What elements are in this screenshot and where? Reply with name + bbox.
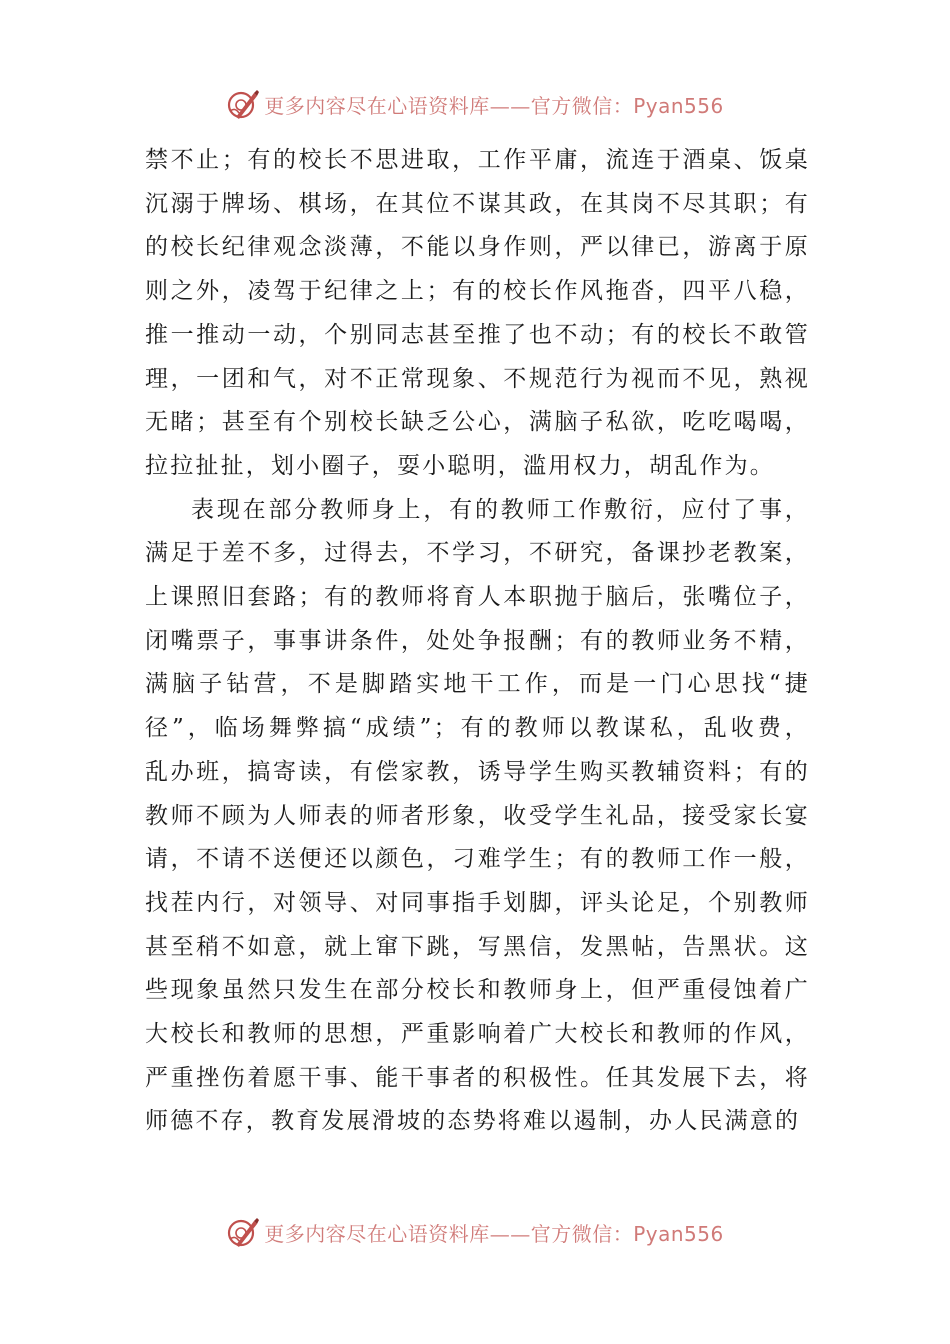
footer-banner-wechat: 官方微信：Pyan556 [530, 1221, 724, 1246]
pen-logo-icon [226, 87, 260, 121]
text-line: 些现象虽然只发生在部分校长和教师身上，但严重侵蚀着广 [145, 977, 810, 1004]
text-line: 闭嘴票子，事事讲条件，处处争报酬；有的教师业务不精， [145, 627, 810, 654]
text-line: 乱办班，搞寄读，有偿家教，诱导学生购买教辅资料；有的 [145, 758, 810, 785]
text-line: 大校长和教师的思想，严重影响着广大校长和教师的作风， [145, 1021, 810, 1048]
text-line: 满足于差不多，过得去，不学习，不研究，备课抄老教案， [145, 540, 810, 567]
text-line: 请，不请不送便还以颜色，刁难学生；有的教师工作一般， [145, 846, 810, 873]
text-line: 的校长纪律观念淡薄，不能以身作则，严以律已，游离于原 [145, 234, 810, 261]
text-line: 沉溺于牌场、棋场，在其位不谋其政，在其岗不尽其职；有 [145, 190, 810, 217]
pen-logo-icon [226, 1215, 260, 1249]
header-banner [0, 84, 950, 124]
text-line: 上课照旧套路；有的教师将育人本职抛于脑后，张嘴位子， [145, 584, 810, 611]
text-line: 径”，临场舞弊搞“成绩”；有的教师以教谋私，乱收费， [145, 715, 810, 742]
text-line: 甚至稍不如意，就上窜下跳，写黑信，发黑帖，告黑状。这 [145, 933, 810, 960]
footer-banner-title: 更多内容尽在心语资料库 [264, 1221, 490, 1246]
text-line: 理，一团和气，对不正常现象、不规范行为视而不见，熟视 [145, 365, 810, 392]
text-line: 严重挫伤着愿干事、能干事者的积极性。任其发展下去，将 [145, 1064, 810, 1091]
text-line: 表现在部分教师身上，有的教师工作敷衍，应付了事， [191, 496, 810, 523]
text-line: 则之外，凌驾于纪律之上；有的校长作风拖沓，四平八稳， [145, 278, 810, 305]
text-line: 找茬内行，对领导、对同事指手划脚，评头论足，个别教师 [145, 889, 810, 916]
text-line: 师德不存，教育发展滑坡的态势将难以遏制，办人民满意的 [145, 1108, 801, 1135]
text-line: 教师不顾为人师表的师者形象，收受学生礼品，接受家长宴 [145, 802, 810, 829]
document-body [145, 139, 810, 1144]
text-line: 无睹；甚至有个别校长缺乏公心，满脑子私欲，吃吃喝喝， [145, 409, 810, 436]
text-line: 禁不止；有的校长不思进取，工作平庸，流连于酒桌、饭桌 [145, 147, 810, 173]
text-line: 推一推动一动，个别同志甚至推了也不动；有的校长不敢管 [145, 321, 810, 348]
header-banner-dash: —— [489, 93, 531, 118]
footer-banner [0, 1212, 950, 1252]
paragraph-2 [145, 489, 810, 1145]
footer-banner-text [264, 1218, 724, 1247]
text-line: 拉拉扯扯，划小圈子，耍小聪明，滥用权力，胡乱作为。 [145, 452, 775, 479]
header-banner-title: 更多内容尽在心语资料库 [264, 93, 490, 118]
header-banner-text [264, 90, 724, 119]
footer-banner-dash: —— [489, 1221, 531, 1246]
header-banner-wechat: 官方微信：Pyan556 [530, 93, 724, 118]
text-line: 满脑子钻营，不是脚踏实地干工作，而是一门心思找“捷 [145, 671, 810, 698]
paragraph-1 [145, 139, 810, 489]
